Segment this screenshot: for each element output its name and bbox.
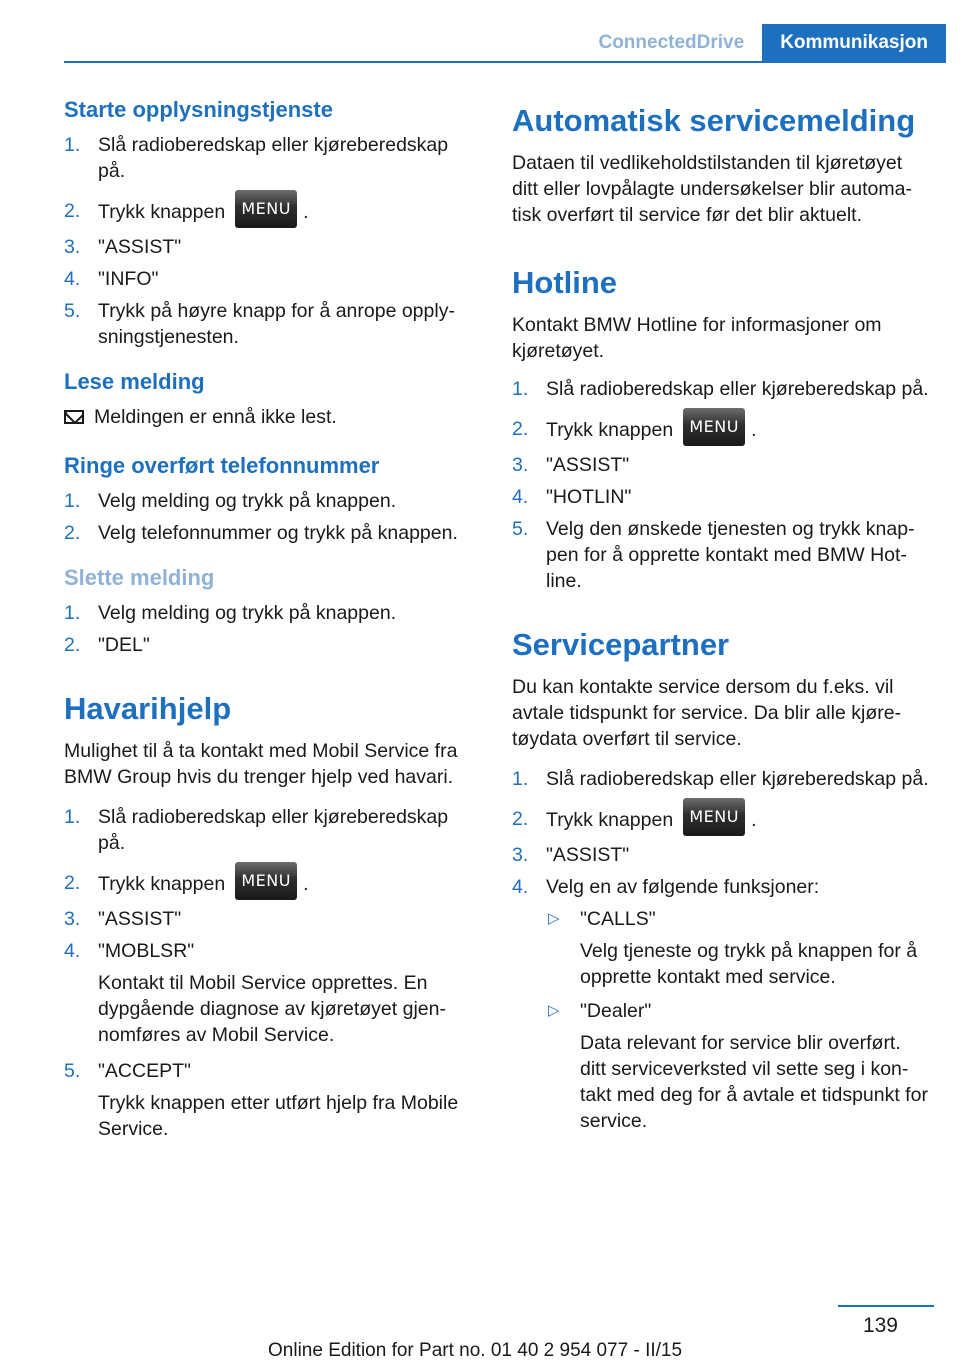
list-item: 2. Velg telefonnummer og trykk på knappen. (64, 522, 458, 544)
steps-starte (64, 132, 472, 350)
hotline-intro: Kontakt BMW Hotline for informasjoner om kjøretøyet. (512, 314, 882, 362)
list-item: 2. Trykk knappen MENU . (512, 806, 932, 836)
list-item: 4. "HOTLIN" (512, 486, 632, 508)
list-item: 1. Slå radioberedskap eller kjøreberedskap på. (512, 378, 929, 400)
menu-button-icon: MENU (683, 798, 745, 836)
steps-hotline (512, 376, 932, 594)
list-item: 1. Slå radioberedskap eller kjøreberedskap på. (512, 768, 929, 790)
menu-button-icon: MENU (235, 862, 297, 900)
list-item: 2. Trykk knappen MENU . (512, 416, 932, 446)
auto-text: Dataen til vedlikeholdstilstanden til kjøretøyet ditt eller lovpålagte undersøkelser blir automatisk overført til service før det blir aktuelt. (512, 152, 912, 226)
menu-button-icon: MENU (235, 190, 297, 228)
edition-text: Online Edition for Part no. 01 40 2 954 077 - II/15 (268, 1340, 683, 1361)
list-item: 4. Velg en av følgende funksjoner: ▷ "CALLS" Velg tjeneste og trykk på knappen for å opprette kontakt med service. ▷ "Dealer" Data relevant for service blir overført. ditt serviceverksted vil sette seg i kontakt med deg for å avtale et tidspunkt for service. (512, 874, 932, 1134)
list-item: 1. Velg melding og trykk på knappen. (64, 602, 397, 624)
havari-intro: Mulighet til å ta kontakt med Mobil Service fra BMW Group hvis du trenger hjelp ved havari. (64, 740, 458, 788)
steps-ringe (64, 488, 472, 546)
list-item: 4. "INFO" (64, 268, 159, 290)
triangle-right-icon: ▷ (548, 910, 560, 927)
list-item: 2. "DEL" (64, 634, 150, 656)
heading-hotline: Hotline (512, 265, 618, 300)
partner-options (546, 906, 932, 1134)
steps-havari (64, 804, 472, 1142)
triangle-right-icon: ▷ (548, 1002, 560, 1019)
list-item: 3. "ASSIST" (512, 844, 630, 866)
partner-intro: Du kan kontakte service dersom du f.eks. vil avtale tidspunkt for service. Da blir alle kjøretøydata overført til service. (512, 676, 902, 750)
heading-partner: Servicepartner (512, 627, 730, 662)
right-column (512, 102, 932, 1142)
list-item: 2. Trykk knappen MENU . (64, 870, 472, 900)
heading-ringe: Ringe overført telefonnummer (64, 453, 380, 478)
list-item: 3. "ASSIST" (64, 908, 182, 930)
left-column (64, 96, 472, 1148)
tab-connecteddrive[interactable]: ConnectedDrive (580, 24, 762, 61)
list-item: 4. "MOBLSR" Kontakt til Mobil Service opprettes. En dypgående diagnose av kjøretøyet gjennomføres av Mobil Service. (64, 940, 446, 1046)
list-item: 3. "ASSIST" (64, 236, 182, 258)
tab-kommunikasjon[interactable]: Kommunikasjon (762, 24, 946, 61)
unread-note: Meldingen er ennå ikke lest. (64, 404, 472, 430)
heading-slette: Slette melding (64, 565, 215, 590)
list-item: 5. Velg den ønskede tjenesten og trykk knappen for å opprette kontakt med BMW Hotline. (512, 518, 915, 592)
list-item: ▷ "CALLS" Velg tjeneste og trykk på knappen for å opprette kontakt med service. (548, 908, 918, 988)
envelope-icon (64, 410, 84, 424)
heading-auto: Automatisk servicemelding (512, 103, 916, 138)
list-item: 5. Trykk på høyre knapp for å anrope opplysningstjenesten. (64, 300, 455, 348)
list-item: 1. Slå radioberedskap eller kjøreberedskap på. (64, 806, 449, 854)
heading-lese: Lese melding (64, 369, 205, 394)
steps-partner (512, 766, 932, 1134)
list-item: 1. Slå radioberedskap eller kjøreberedskap på. (64, 134, 449, 182)
heading-starte: Starte opplysningstjenste (64, 97, 333, 122)
list-item: 3. "ASSIST" (512, 454, 630, 476)
header-tabs (580, 24, 946, 61)
list-item: 1. Velg melding og trykk på knappen. (64, 490, 397, 512)
menu-button-icon: MENU (683, 408, 745, 446)
list-item: ▷ "Dealer" Data relevant for service blir overført. ditt serviceverksted vil sette seg i kontakt med deg for å avtale et tidspunkt for service. (548, 1000, 928, 1132)
footer-rule (838, 1305, 934, 1307)
list-item: 2. Trykk knappen MENU . (64, 198, 472, 228)
list-item: 5. "ACCEPT" Trykk knappen etter utført hjelp fra Mobile Service. (64, 1060, 459, 1140)
page-number: 139 (862, 1314, 898, 1337)
steps-slette (64, 600, 472, 658)
header-rule (64, 61, 946, 63)
heading-havari: Havarihjelp (64, 691, 232, 726)
